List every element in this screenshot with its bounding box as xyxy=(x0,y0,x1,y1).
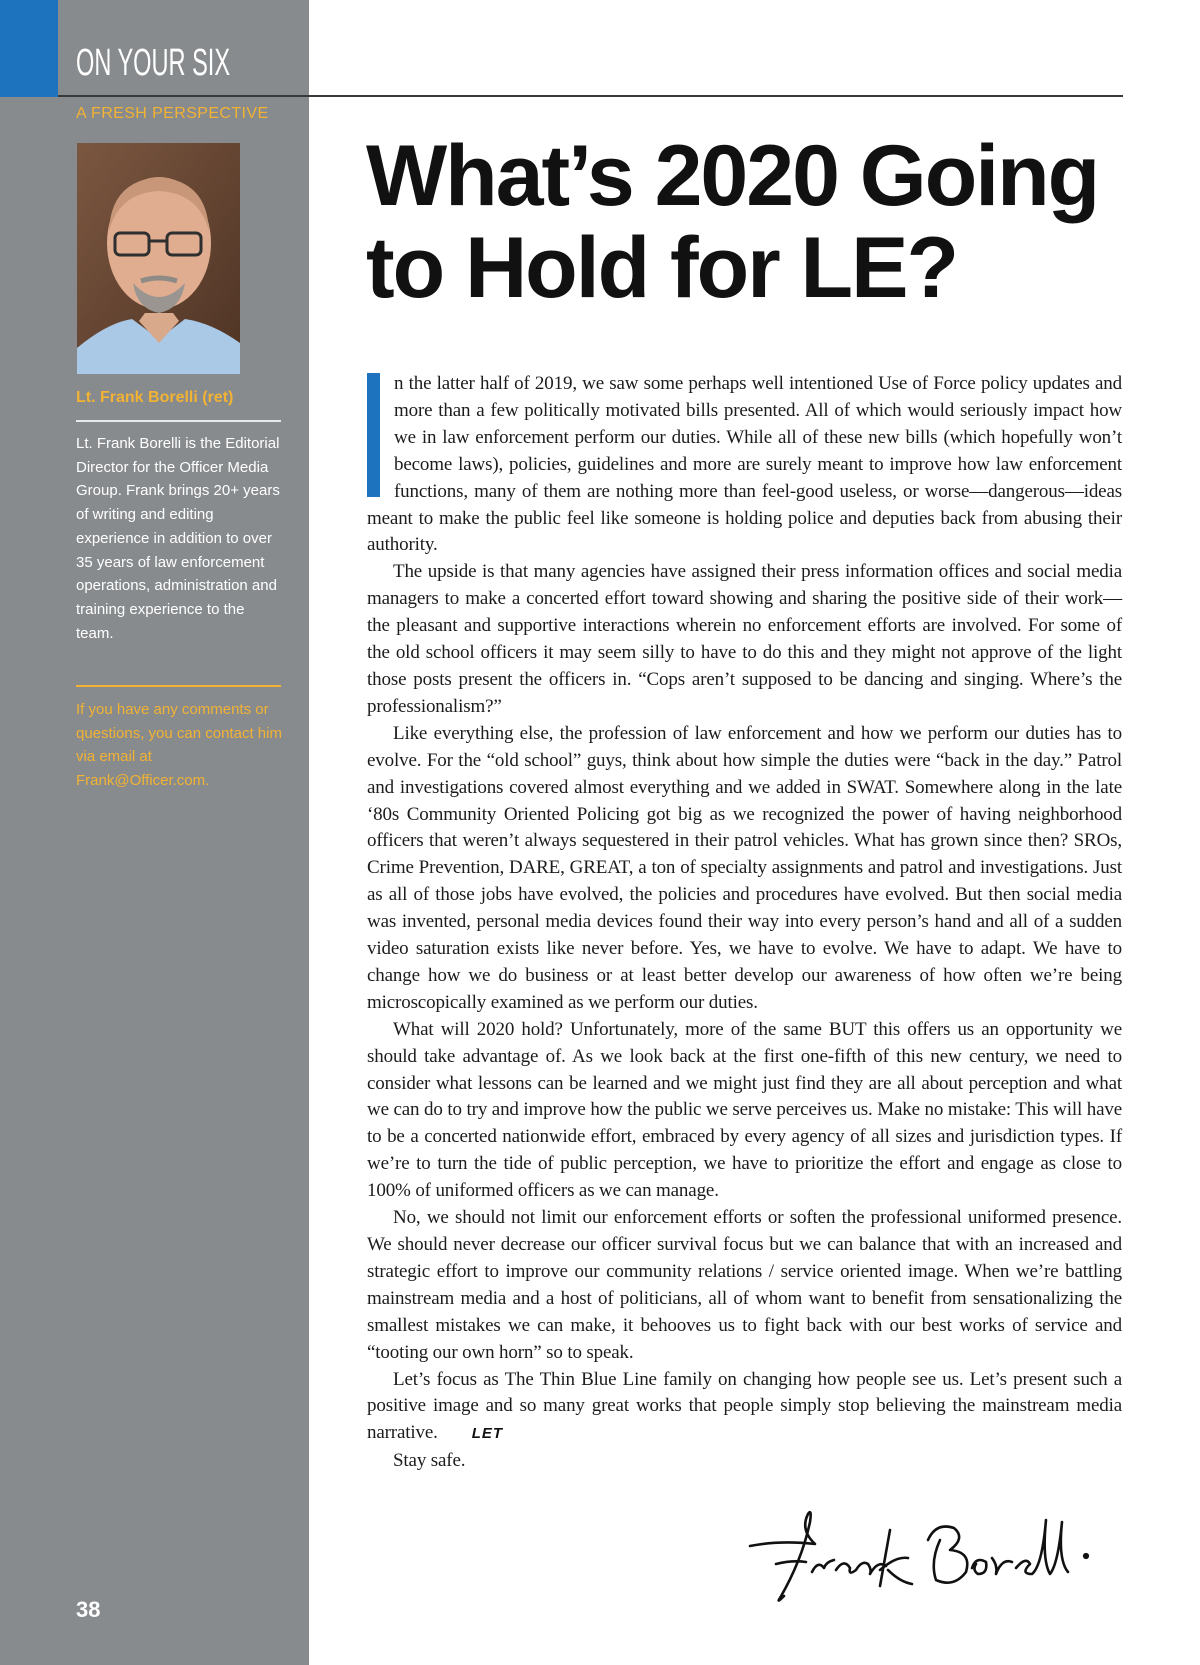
article-paragraph: Let’s focus as The Thin Blue Line family on changing how people see us. Let’s present such a positive image and so many great works that people simply stop believing the mainstream media narrative. LET xyxy=(367,1367,1122,1449)
author-portrait-image xyxy=(77,143,240,374)
article-body xyxy=(367,371,1122,1475)
header-divider xyxy=(58,95,1123,97)
article-paragraph: n the latter half of 2019, we saw some perhaps well intentioned Use of Force policy updates and more than a few politically motivated bills presented. All of which would seriously impact how we in law enforcement perform our duties. While all of these new bills (which hopefully won’t become laws), policies, guidelines and more are surely meant to improve how law enforcement functions, many of them are nothing more than feel-good useless, or worse—dangerous—ideas meant to make the public feel like someone is holding police and deputies back from abusing their authority. xyxy=(367,373,1122,556)
article-headline: What’s 2020 Going to Hold for LE? xyxy=(366,128,1099,316)
article-paragraph: No, we should not limit our enforcement efforts or soften the professional uniformed presence. We should never decrease our officer survival focus but we can balance that with an increased and strategic effort to improve our community relations / service oriented image. When we’re battling mainstream media and a host of politicians, all of whom want to benefit from sensationalizing the smallest mistakes we can make, it behooves us to fight back with our best works of service and “tooting our own horn” so to speak. xyxy=(367,1207,1122,1363)
article-paragraph: What will 2020 hold? Unfortunately, more of the same BUT this offers us an opportunity we should take advantage of. As we look back at the first one-fifth of this new century, we need to consider what lessons can be learned and we might just find they are all about perception and what we can do to try and improve how the public we serve perceives us. Make no mistake: This will have to be a concerted nationwide effort, embraced by every agency of all sizes and jurisdiction types. If we’re to turn the tide of public perception, we have to prioritize the effort and engage as close to 100% of uniformed officers as we can manage. xyxy=(367,1018,1122,1202)
article-paragraph: Stay safe. xyxy=(393,1450,466,1472)
section-color-tab xyxy=(0,0,58,97)
article-paragraph: Like everything else, the profession of law enforcement and how we perform our duties has to evolve. For the “old school” guys, think about how simple the duties were “back in the day.” Patrol and investigations covered almost everything and we added in SWAT. Somewhere along in the late ‘80s Community Oriented Policing got big as we recognized the power of having neighborhood officers that weren’t always sequestered in their patrol vehicles. What has grown since then? SROs, Crime Prevention, DARE, GREAT, a ton of specialty assignments and patrol and investigations. Just as all of those jobs have evolved, the policies and procedures have evolved. But then social media was invented, personal media devices found their way into every person’s hand and all of a sudden video saturation exists like never before. Yes, we have to evolve. We have to adapt. We have to change how we do business or at least better develop our awareness of how often we’re being microscopically examined as we perform our duties. xyxy=(367,722,1122,1013)
contact-note: If you have any comments or questions, you can contact him via email at Frank@Officer.com. xyxy=(76,701,282,790)
sidebar-divider xyxy=(76,420,281,422)
article-paragraph: The upside is that many agencies have assigned their press information offices and social media managers to make a concerted effort toward showing and sharing the positive side of their work—the pleasant and supportive interactions wherein no enforcement efforts are involved. For some of the old school officers it may seem silly to have to do this and they might not approve of the light those posts present the officers in. “Cops aren’t supposed to be dancing and singing. Where’s the professionalism?” xyxy=(367,561,1122,717)
author-photo xyxy=(77,143,240,374)
author-signature xyxy=(740,1500,1100,1610)
page-number: 38 xyxy=(76,1597,101,1622)
section-subtitle: A FRESH PERSPECTIVE xyxy=(76,105,269,122)
sidebar-divider-gold xyxy=(76,685,281,687)
section-title: ON YOUR SIX xyxy=(76,42,231,84)
signature-text: Frank Borelli xyxy=(740,1500,746,1501)
let-end-mark: LET xyxy=(471,1425,504,1443)
author-name: Lt. Frank Borelli (ret) xyxy=(76,389,234,406)
drop-cap-letter xyxy=(367,373,380,497)
author-bio: Lt. Frank Borelli is the Editorial Director for the Officer Media Group. Frank brings 20+ years of writing and editing experience in addition to over 35 years of law enforcement operations, administration and training experience to the team. xyxy=(76,435,280,642)
